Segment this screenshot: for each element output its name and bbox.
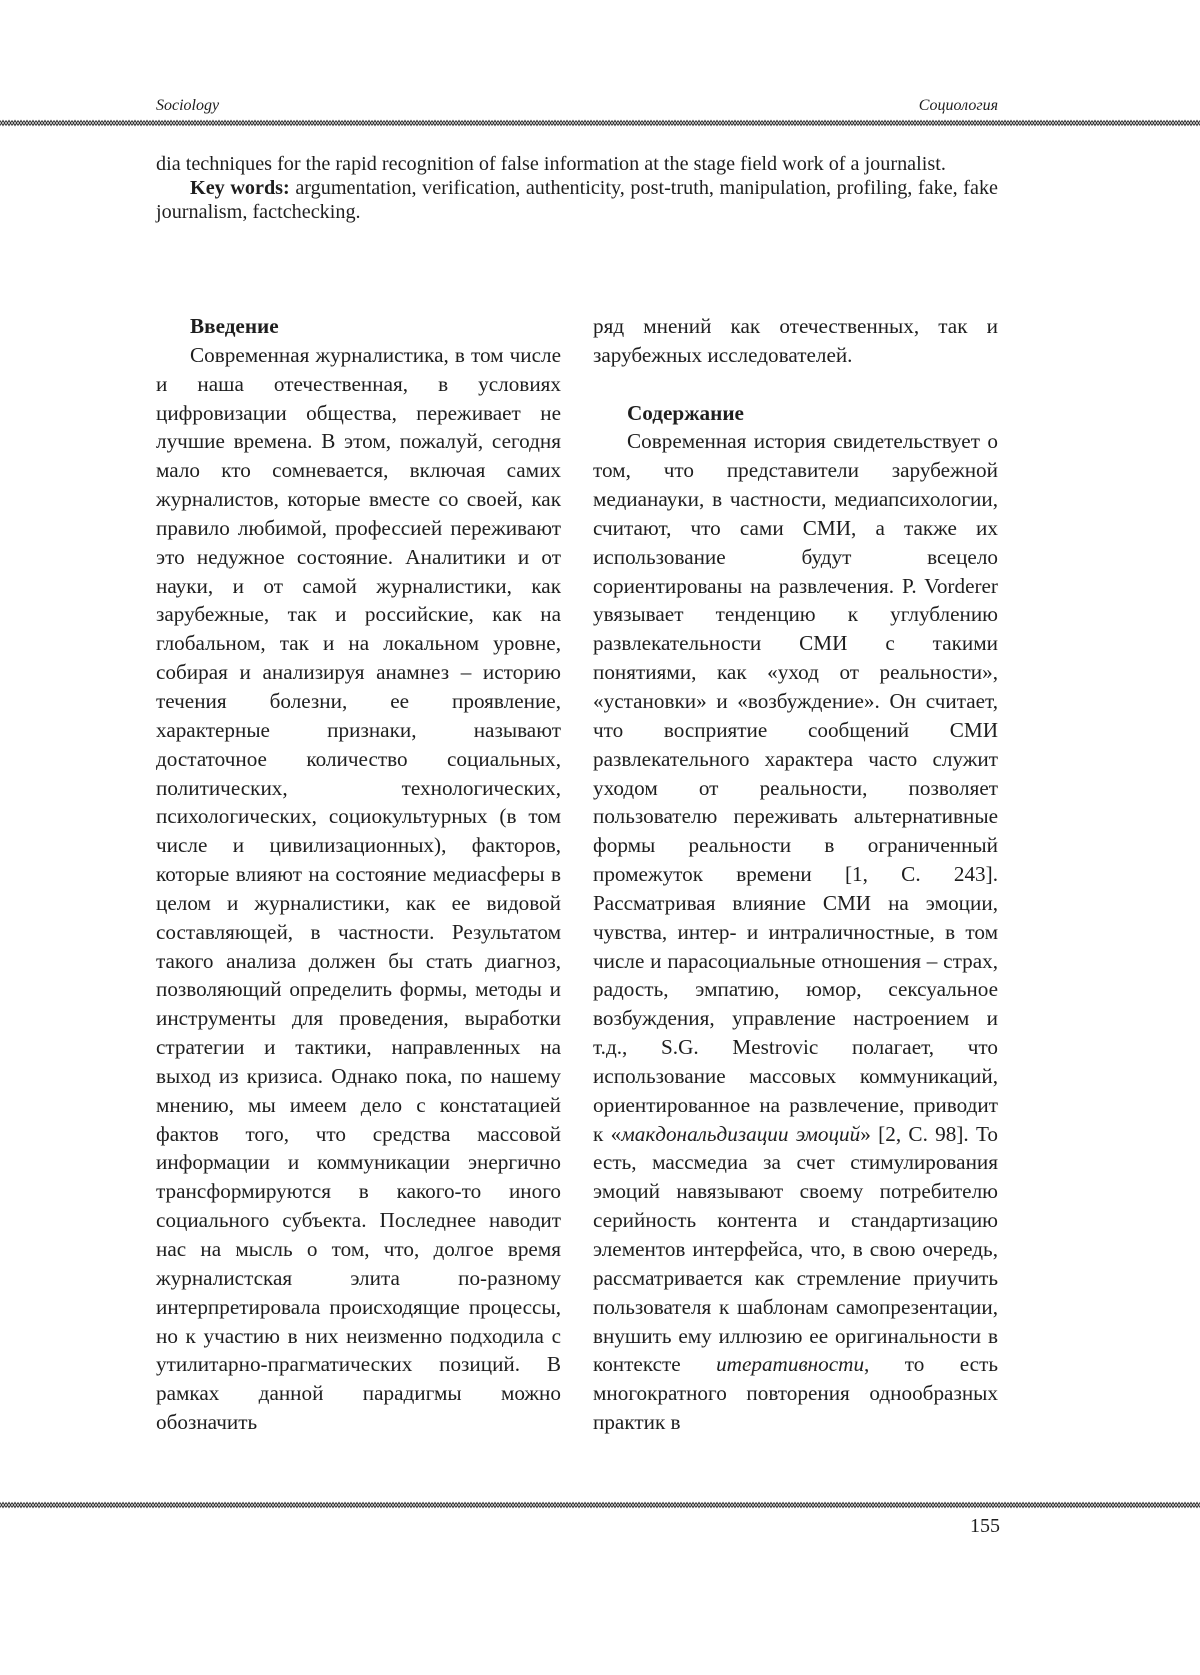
content-paragraph xyxy=(593,427,998,1437)
page-number: 155 xyxy=(970,1515,1000,1537)
abstract-end xyxy=(156,152,998,224)
section-heading-content: Содержание xyxy=(627,400,744,425)
keywords-text: argumentation, verification, authenticity, post-truth, manipulation, profiling, fake, fake journalism, factchecking. xyxy=(156,177,998,223)
introduction-continuation: ряд мнений как отечественных, так и зарубежных исследователей. xyxy=(593,314,998,367)
content-text-part3: , то есть многократного повторения однообразных практик в xyxy=(593,1352,998,1435)
content-italic-term-2: итеративности xyxy=(716,1352,865,1377)
running-header-right: Социология xyxy=(918,97,998,114)
right-column xyxy=(593,312,998,1437)
bottom-zigzag-border xyxy=(0,1500,1200,1510)
section-heading-introduction: Введение xyxy=(190,314,279,338)
keywords xyxy=(156,176,998,224)
running-header-left: Sociology xyxy=(156,97,220,114)
content-text-part1: Современная история свидетельствует о том, что представители зарубежной медианауки, в частности, медиапсихологии, считают, что сами СМИ, а также их использование будут всецело сориентированы на развлечения. P. Vorderer увязывает тенденцию к углублению развлекательности СМИ с такими понятиями, как «уход от реальности», «установки» и «возбуждение». Он считает, что восприятие сообщений СМИ развлекательного характера часто служит уходом от реальности, позволяет пользователю переживать альтернативные формы реальности в ограниченный промежуток времени [1, С. 243]. Рассматривая влияние СМИ на эмоции, чувства, интер- и интраличностные, в том числе и парасоциальные отношения – страх, радость, эмпатию, юмор, сексуальное возбуждения, управление настроением и т.д., S.G. Mestrovic полагает, что использование массовых коммуникаций, ориентированное на развлечение, приводит к « xyxy=(593,429,998,1146)
content-text-part2: » [2, С. 98]. То есть, массмедиа за счет стимулирования эмоций навязывают своему потребителю серийность контента и стандартизацию элементов интерфейса, что, в свою очередь, рассматривается как стремление приучить пользователя к шаблонам самопрезентации, внушить ему иллюзию ее оригинальности в контексте xyxy=(593,1121,998,1377)
keywords-label: Key words: xyxy=(190,177,290,199)
left-column xyxy=(156,312,561,1437)
running-header xyxy=(156,96,998,116)
abstract-continuation: dia techniques for the rapid recognition of false information at the stage field work of a journalist. xyxy=(156,153,946,175)
introduction-paragraph: Современная журналистика, в том числе и наша отечественная, в условиях цифровизации общества, переживает не лучшие времена. В этом, пожалуй, сегодня мало кто сомневается, включая самих журналистов, которые вместе со своей, как правило любимой, профессией переживают это недужное состояние. Аналитики и от науки, и от самой журналистики, как зарубежные, так и российские, как на глобальном, так и на локальном уровне, собирая и анализируя анамнез – историю течения болезни, ее проявление, характерные признаки, называют достаточное количество социальных, политических, технологических, психологических, социокультурных (в том числе и цивилизационных), факторов, которые влияют на состояние медиасферы в целом и журналистики, как ее видовой составляющей, в частности. Результатом такого анализа должен бы стать диагноз, позволяющий определить формы, методы и инструменты для проведения, выработки стратегии и тактики, направленных на выход из кризиса. Однако пока, по нашему мнению, мы имеем дело с констатацией фактов того, что средства массовой информации и коммуникации энергично трансформируются в какого-то иного социального субъекта. Последнее наводит нас на мысль о том, что, долгое время журналистская элита по-разному интерпретировала происходящие процессы, но к участию в них неизменно подходила с утилитарно-прагматических позиций. В рамках данной парадигмы можно обозначить xyxy=(156,342,561,1435)
content-italic-term-1: макдональдизации эмоций xyxy=(621,1121,861,1146)
top-zigzag-border xyxy=(0,118,1200,128)
